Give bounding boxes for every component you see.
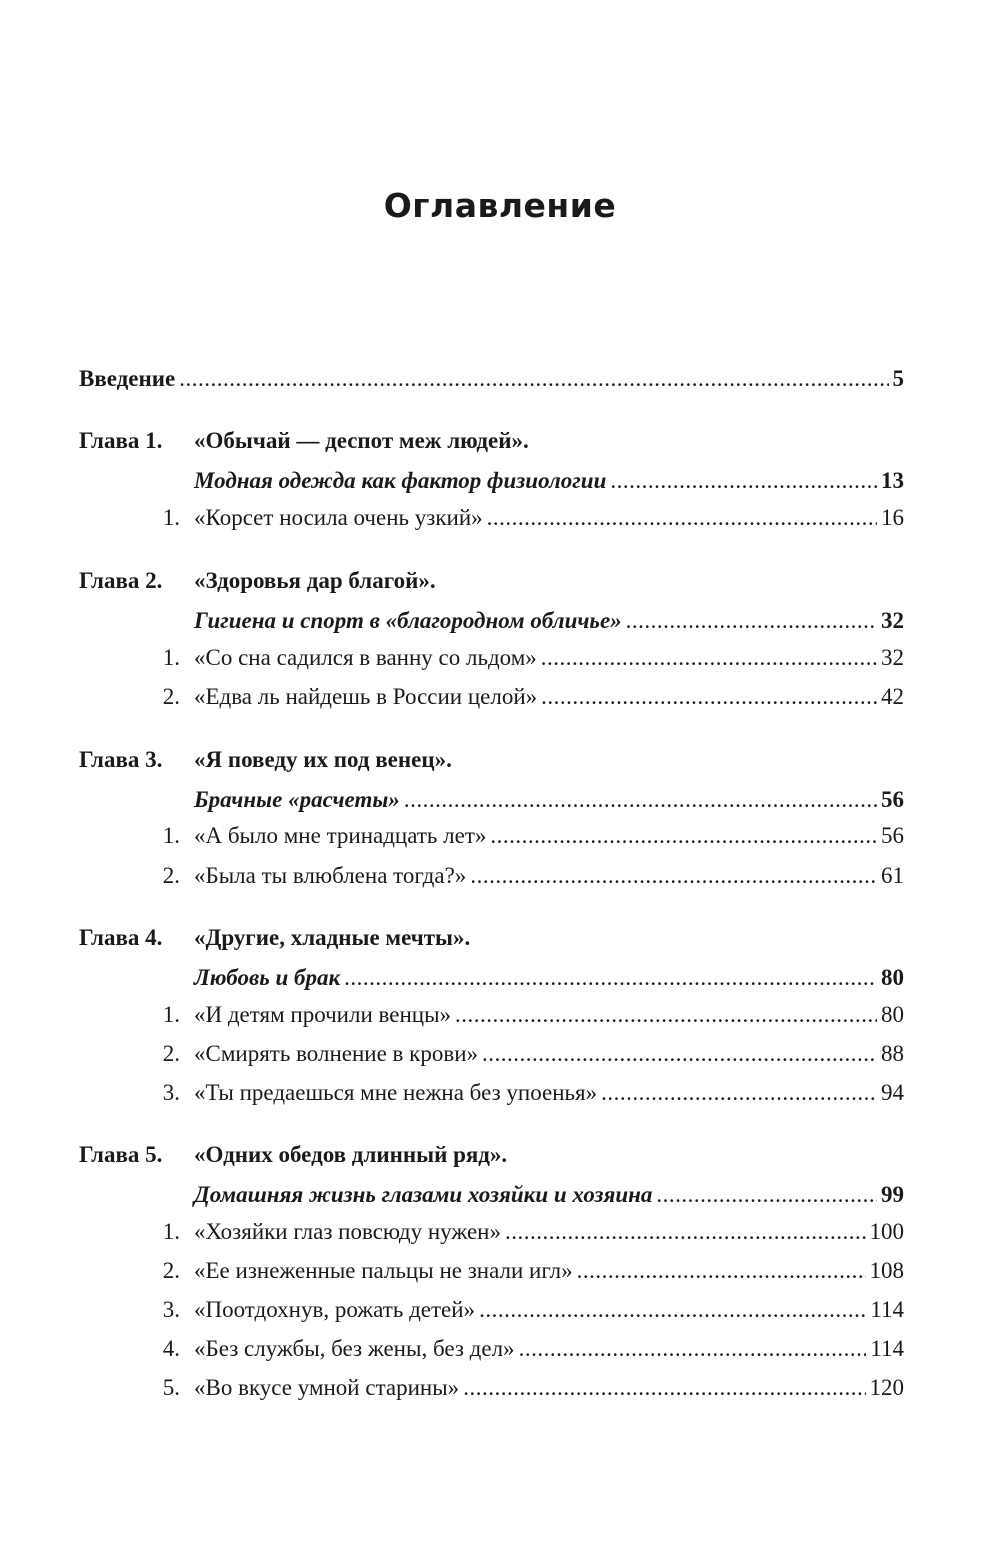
section-page: 80 [881, 1002, 904, 1027]
toc-chapter-4[interactable] [0, 918, 1000, 998]
toc-section[interactable] [0, 1329, 1000, 1369]
leader-dots [455, 995, 877, 1035]
toc-chapter-2[interactable] [0, 561, 1000, 641]
chapter-number: Глава 2. [79, 568, 163, 593]
section-title: «Была ты влюблена тогда?» [194, 863, 467, 888]
leader-dots [610, 461, 877, 501]
page-title: Оглавление [383, 186, 617, 225]
toc-section[interactable] [0, 856, 1000, 896]
toc-section[interactable] [0, 1073, 1000, 1113]
leader-dots [577, 1251, 866, 1291]
chapter-number: Глава 5. [79, 1142, 163, 1167]
leader-dots [626, 601, 877, 641]
toc-section[interactable] [0, 1368, 1000, 1408]
leader-dots [470, 856, 877, 896]
leader-dots [541, 677, 877, 717]
chapter-page: 32 [881, 608, 904, 633]
leader-dots [505, 1212, 866, 1252]
chapter-title: «Здоровья дар благой». [194, 568, 436, 593]
section-number: 2. [162, 684, 180, 709]
section-number: 3. [162, 1080, 180, 1105]
chapter-title: «Обычай — деспот меж людей». [194, 428, 529, 453]
chapter-subtitle: Модная одежда как фактор физиологии [194, 468, 607, 493]
leader-dots [404, 780, 877, 820]
section-title: «Во вкусе умной старины» [194, 1375, 460, 1400]
section-number: 3. [162, 1297, 180, 1322]
section-title: «Корсет носила очень узкий» [194, 505, 483, 530]
toc-section[interactable] [0, 677, 1000, 717]
section-page: 61 [881, 863, 904, 888]
leader-dots [519, 1329, 867, 1369]
chapter-subtitle: Любовь и брак [194, 965, 341, 990]
chapter-page: 99 [881, 1182, 904, 1207]
section-title: «Ее изнеженные пальцы не знали игл» [194, 1258, 573, 1283]
section-title: «Без службы, без жены, без дел» [194, 1336, 515, 1361]
intro-label: Введение [79, 366, 176, 391]
leader-dots [490, 816, 877, 856]
leader-dots [344, 958, 877, 998]
toc-section[interactable] [0, 1034, 1000, 1074]
section-number: 1. [162, 823, 180, 848]
section-page: 114 [870, 1336, 904, 1361]
section-number: 1. [162, 645, 180, 670]
section-number: 5. [162, 1375, 180, 1400]
toc-section[interactable] [0, 638, 1000, 678]
chapter-title: «Одних обедов длинный ряд». [194, 1142, 508, 1167]
toc-section[interactable] [0, 816, 1000, 856]
chapter-page: 13 [881, 468, 904, 493]
section-page: 100 [869, 1219, 904, 1244]
chapter-number: Глава 1. [79, 428, 163, 453]
leader-dots [463, 1368, 865, 1408]
section-title: «Со сна садился в ванну со льдом» [194, 645, 537, 670]
leader-dots [601, 1073, 877, 1113]
leader-dots [487, 498, 877, 538]
section-page: 16 [881, 505, 904, 530]
chapter-number: Глава 3. [79, 747, 163, 772]
toc-section[interactable] [0, 1212, 1000, 1252]
toc-intro[interactable] [0, 359, 1000, 399]
section-page: 114 [870, 1297, 904, 1322]
chapter-number: Глава 4. [79, 925, 163, 950]
leader-dots [656, 1175, 877, 1215]
toc-section[interactable] [0, 498, 1000, 538]
toc-chapter-1[interactable] [0, 421, 1000, 501]
toc-section[interactable] [0, 995, 1000, 1035]
section-title: «Едва ль найдешь в России целой» [194, 684, 538, 709]
section-title: «Хозяйки глаз повсюду нужен» [194, 1219, 501, 1244]
leader-dots [541, 638, 877, 678]
chapter-title: «Другие, хладные мечты». [194, 925, 471, 950]
chapter-subtitle: Гигиена и спорт в «благородном обличье» [194, 608, 622, 633]
section-title: «Ты предаешься мне нежна без упоенья» [194, 1080, 598, 1105]
chapter-title: «Я поведу их под венец». [194, 747, 452, 772]
toc-section[interactable] [0, 1251, 1000, 1291]
section-title: «Поотдохнув, рожать детей» [194, 1297, 476, 1322]
section-title: «А было мне тринадцать лет» [194, 823, 487, 848]
section-number: 2. [162, 863, 180, 888]
leader-dots [179, 359, 888, 399]
section-page: 88 [881, 1041, 904, 1066]
section-number: 1. [162, 1002, 180, 1027]
leader-dots [482, 1034, 877, 1074]
section-page: 56 [881, 823, 904, 848]
chapter-page: 56 [881, 787, 904, 812]
chapter-page: 80 [881, 965, 904, 990]
section-number: 2. [162, 1041, 180, 1066]
section-page: 94 [881, 1080, 904, 1105]
section-number: 1. [162, 505, 180, 530]
section-page: 32 [881, 645, 904, 670]
leader-dots [479, 1290, 866, 1330]
chapter-subtitle: Брачные «расчеты» [194, 787, 400, 812]
section-page: 120 [869, 1375, 904, 1400]
chapter-subtitle: Домашняя жизнь глазами хозяйки и хозяина [194, 1182, 653, 1207]
toc-section[interactable] [0, 1290, 1000, 1330]
section-page: 42 [881, 684, 904, 709]
section-page: 108 [869, 1258, 904, 1283]
section-number: 4. [162, 1336, 180, 1361]
section-title: «Смирять волнение в крови» [194, 1041, 478, 1066]
section-number: 2. [162, 1258, 180, 1283]
intro-page: 5 [892, 366, 904, 391]
section-title: «И детям прочили венцы» [194, 1002, 452, 1027]
section-number: 1. [162, 1219, 180, 1244]
toc-chapter-3[interactable] [0, 740, 1000, 820]
toc-chapter-5[interactable] [0, 1135, 1000, 1215]
